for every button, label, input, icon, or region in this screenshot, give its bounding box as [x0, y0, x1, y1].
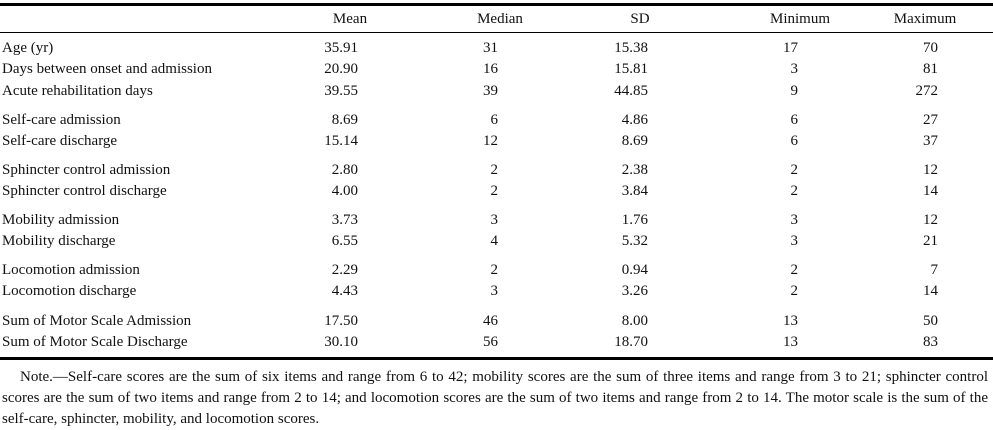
- cell-sd: 1.76: [621, 212, 648, 228]
- cell-sd: 4.86: [621, 112, 648, 128]
- row-label: Sum of Motor Scale Discharge: [2, 334, 188, 350]
- cell-sd: 8.69: [621, 133, 648, 149]
- cell-sd: 15.81: [614, 61, 648, 77]
- cell-median: 3: [490, 212, 498, 228]
- row-label: Self-care discharge: [2, 133, 118, 149]
- row-label: Days between onset and admission: [2, 61, 212, 77]
- table-row: [0, 281, 993, 301]
- cell-maximum: 37: [923, 133, 938, 149]
- table-row: [0, 311, 993, 331]
- cell-sd: 5.32: [621, 233, 648, 249]
- row-label: Sphincter control discharge: [2, 183, 167, 199]
- cell-maximum: 81: [923, 61, 938, 77]
- cell-maximum: 50: [923, 313, 938, 329]
- cell-sd: 0.94: [621, 262, 648, 278]
- table-row: [0, 131, 993, 151]
- cell-mean: 35.91: [324, 40, 358, 56]
- cell-maximum: 12: [923, 212, 938, 228]
- column-header-median: Median: [477, 11, 523, 27]
- table-row: [0, 332, 993, 352]
- cell-minimum: 3: [790, 61, 798, 77]
- column-header-sd: SD: [630, 11, 650, 27]
- table-row: [0, 81, 993, 101]
- cell-minimum: 2: [790, 283, 798, 299]
- table-row: [0, 38, 993, 58]
- cell-median: 16: [483, 61, 498, 77]
- cell-mean: 15.14: [324, 133, 358, 149]
- row-label: Mobility discharge: [2, 233, 116, 249]
- cell-median: 4: [490, 233, 498, 249]
- cell-median: 3: [490, 283, 498, 299]
- table-note: Note.—Self-care scores are the sum of six items and range from 6 to 42; mobility scores are the sum of three items and range from 3 to 21; sphincter control scores are the sum of two items and range from 2 to 14; and locomotion scores are the sum of two items and range from 2 to 14. The motor scale is the sum of the self-care, sphincter, mobility, and locomotion scores.: [2, 369, 988, 427]
- table-header-row: [0, 9, 993, 29]
- table-row: [0, 231, 993, 251]
- column-header-mean: Mean: [332, 11, 368, 27]
- row-label: Sphincter control admission: [2, 162, 171, 178]
- cell-minimum: 2: [790, 183, 798, 199]
- row-label: Acute rehabilitation days: [2, 83, 153, 99]
- column-header-maximum: Maximum: [893, 11, 957, 27]
- cell-mean: 17.50: [324, 313, 358, 329]
- cell-sd: 8.00: [621, 313, 648, 329]
- cell-sd: 3.84: [621, 183, 648, 199]
- cell-maximum: 272: [915, 83, 938, 99]
- row-label: Self-care admission: [2, 112, 121, 128]
- cell-median: 39: [483, 83, 498, 99]
- cell-minimum: 13: [783, 313, 798, 329]
- cell-median: 31: [483, 40, 498, 56]
- cell-minimum: 2: [790, 262, 798, 278]
- cell-median: 56: [483, 334, 498, 350]
- cell-maximum: 7: [930, 262, 938, 278]
- cell-mean: 2.29: [331, 262, 358, 278]
- cell-sd: 44.85: [614, 83, 648, 99]
- cell-mean: 4.00: [331, 183, 358, 199]
- table-header-rule: [0, 32, 993, 33]
- cell-median: 46: [483, 313, 498, 329]
- cell-minimum: 6: [790, 133, 798, 149]
- cell-minimum: 6: [790, 112, 798, 128]
- cell-median: 12: [483, 133, 498, 149]
- cell-mean: 39.55: [324, 83, 358, 99]
- cell-mean: 20.90: [324, 61, 358, 77]
- cell-mean: 3.73: [331, 212, 358, 228]
- table-row: [0, 210, 993, 230]
- cell-maximum: 12: [923, 162, 938, 178]
- table-row: [0, 181, 993, 201]
- cell-mean: 8.69: [331, 112, 358, 128]
- cell-minimum: 9: [790, 83, 798, 99]
- cell-minimum: 13: [783, 334, 798, 350]
- cell-sd: 3.26: [621, 283, 648, 299]
- cell-mean: 30.10: [324, 334, 358, 350]
- cell-maximum: 27: [923, 112, 938, 128]
- table-row: [0, 160, 993, 180]
- cell-maximum: 14: [923, 183, 938, 199]
- cell-median: 2: [490, 262, 498, 278]
- cell-minimum: 17: [783, 40, 798, 56]
- cell-minimum: 3: [790, 233, 798, 249]
- cell-median: 6: [490, 112, 498, 128]
- row-label: Sum of Motor Scale Admission: [2, 313, 192, 329]
- cell-minimum: 3: [790, 212, 798, 228]
- cell-sd: 15.38: [614, 40, 648, 56]
- row-label: Locomotion discharge: [2, 283, 137, 299]
- cell-maximum: 83: [923, 334, 938, 350]
- column-header-minimum: Minimum: [769, 11, 830, 27]
- cell-minimum: 2: [790, 162, 798, 178]
- cell-mean: 6.55: [331, 233, 358, 249]
- table-row: [0, 59, 993, 79]
- table-top-rule: [0, 3, 993, 6]
- cell-maximum: 14: [923, 283, 938, 299]
- table-row: [0, 260, 993, 280]
- cell-maximum: 70: [923, 40, 938, 56]
- cell-mean: 4.43: [331, 283, 358, 299]
- cell-maximum: 21: [923, 233, 938, 249]
- cell-median: 2: [490, 183, 498, 199]
- row-label: Locomotion admission: [2, 262, 140, 278]
- row-label: Mobility admission: [2, 212, 120, 228]
- row-label: Age (yr): [2, 40, 54, 56]
- cell-median: 2: [490, 162, 498, 178]
- table-bottom-rule: [0, 357, 993, 360]
- cell-sd: 2.38: [621, 162, 648, 178]
- table-row: [0, 110, 993, 130]
- cell-sd: 18.70: [614, 334, 648, 350]
- cell-mean: 2.80: [331, 162, 358, 178]
